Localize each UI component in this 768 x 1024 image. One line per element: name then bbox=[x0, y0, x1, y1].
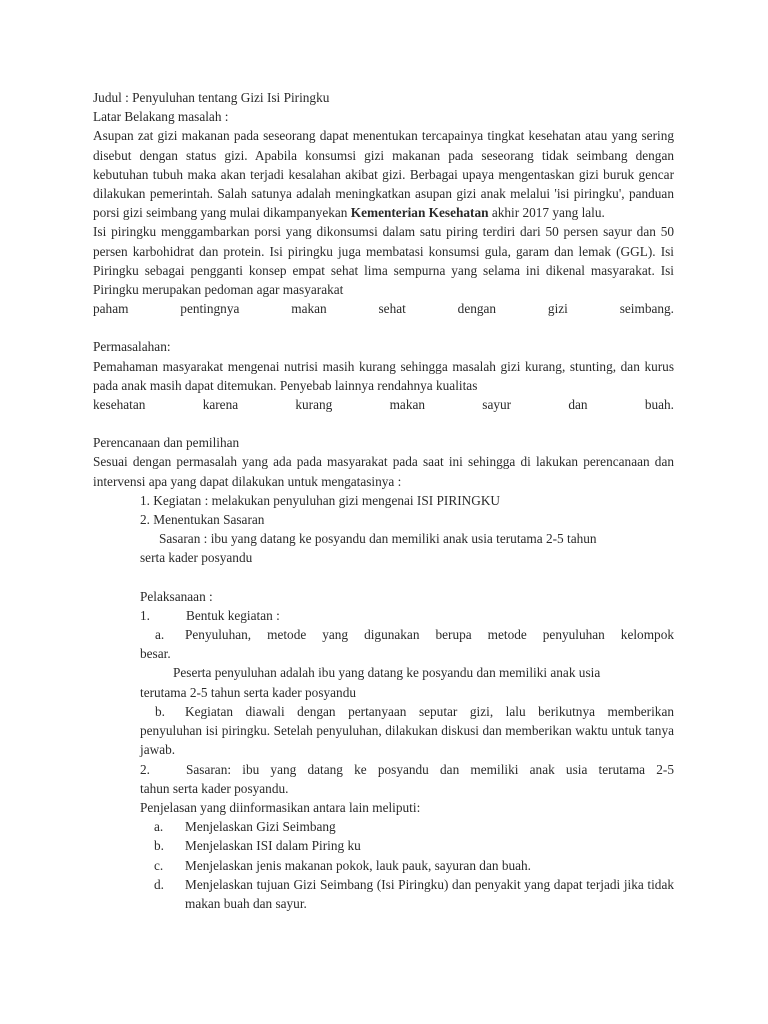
kemenkes-bold: Kementerian Kesehatan bbox=[350, 205, 489, 221]
document-body bbox=[93, 88, 674, 913]
list-text-a: Menjelaskan Gizi Seimbang bbox=[185, 819, 336, 835]
pelaksanaan-sub-b bbox=[93, 702, 674, 721]
sub-b-label: b. bbox=[155, 703, 165, 719]
sub-a-text: Penyuluhan, metode yang digunakan berupa metode penyuluhan kelompok bbox=[185, 627, 674, 643]
pelaksanaan-number-1: 1. bbox=[140, 607, 150, 623]
pelaksanaan-item-1-text: Bentuk kegiatan : bbox=[186, 607, 280, 623]
penjelasan-line: Penjelasan yang diinformasikan antara lain meliputi: bbox=[140, 799, 421, 815]
latar-p1-end: akhir 2017 yang lalu. bbox=[491, 205, 605, 221]
list-label-d: d. bbox=[154, 876, 164, 892]
permasalahan-body-last: kesehatan karena kurang makan sayur dan buah. bbox=[93, 397, 674, 413]
latar-heading: Latar Belakang masalah : bbox=[93, 109, 229, 125]
permasalahan-body: Pemahaman masyarakat mengenai nutrisi masih kurang sehingga masalah gizi kurang, stunting, dan kurus pada anak masih dapat ditemukan. Penyebab lainnya rendahnya kualitas bbox=[93, 358, 674, 393]
sub-b-text: Kegiatan diawali dengan pertanyaan seputar gizi, lalu berikutnya memberikan bbox=[185, 703, 674, 719]
latar-paragraph-2-last: paham pentingnya makan sehat dengan gizi seimbang. bbox=[93, 301, 674, 317]
penjelasan-list-item bbox=[93, 836, 674, 855]
list-label-a: a. bbox=[154, 819, 164, 835]
perencanaan-item-2: 2. Menentukan Sasaran bbox=[140, 512, 265, 528]
pelaksanaan-heading: Pelaksanaan : bbox=[140, 588, 213, 604]
sub-a-label: a. bbox=[155, 627, 165, 643]
list-text-c: Menjelaskan jenis makanan pokok, lauk pauk, sayuran dan buah. bbox=[185, 857, 531, 873]
pelaksanaan-sub-a bbox=[93, 625, 674, 644]
pelaksanaan-number-2: 2. bbox=[140, 761, 150, 777]
pelaksanaan-item-2 bbox=[93, 760, 674, 779]
peserta-line-1: Peserta penyuluhan adalah ibu yang datang ke posyandu dan memiliki anak usia bbox=[173, 665, 601, 681]
peserta-line-2: terutama 2-5 tahun serta kader posyandu bbox=[140, 684, 356, 700]
pelaksanaan-item-2-text: Sasaran: ibu yang datang ke posyandu dan memiliki anak usia terutama 2-5 bbox=[186, 761, 674, 777]
pelaksanaan-item-1 bbox=[93, 606, 674, 625]
perencanaan-item-1: 1. Kegiatan : melakukan penyuluhan gizi mengenai ISI PIRINGKU bbox=[140, 492, 501, 508]
list-text-d: Menjelaskan tujuan Gizi Seimbang (Isi Piringku) dan penyakit yang dapat terjadi jika tidak makan buah dan sayur. bbox=[185, 876, 674, 911]
perencanaan-heading: Perencanaan dan pemilihan bbox=[93, 435, 240, 451]
latar-paragraph-2: Isi piringku menggambarkan porsi yang dikonsumsi dalam satu piring terdiri dari 50 persen sayur dan 50 persen karbohidrat dan protein. Isi piringku juga membatasi konsumsi gula, garam dan lemak (GGL). Isi Piringku sebagai pengganti konsep empat sehat lima sempurna yang selama ini dikenal masyarakat. Isi Piringku merupakan pedoman agar masyarakat bbox=[93, 224, 674, 298]
pelaksanaan-item-2-continuation: tahun serta kader posyandu. bbox=[140, 780, 289, 796]
sasaran-line-2: serta kader posyandu bbox=[140, 550, 253, 566]
list-text-b: Menjelaskan ISI dalam Piring ku bbox=[185, 838, 361, 854]
penjelasan-list-item bbox=[93, 856, 674, 875]
perencanaan-body: Sesuai dengan permasalah yang ada pada masyarakat pada saat ini sehingga di lakukan perencanaan dan intervensi apa yang dapat dilakukan untuk mengatasinya : bbox=[93, 454, 674, 489]
latar-paragraph-1 bbox=[93, 126, 674, 222]
sub-b-continuation: penyuluhan isi piringku. Setelah penyuluhan, dilakukan diskusi dan memberikan waktu untuk tanya jawab. bbox=[140, 723, 674, 758]
latar-p1-text: Asupan zat gizi makanan pada seseorang dapat menentukan tercapainya tingkat kesehatan atau yang sering disebut dengan status gizi. Apabila konsumsi gizi makanan pada seseorang tidak seimbang dengan kebutuhan tubuh maka akan terjadi kesalahan akibat gizi. Berbagai upaya mengentaskan gizi buruk gencar dilakukan pemerintah. Salah satunya adalah meningkatkan asupan gizi anak melalui 'isi piringku', panduan porsi gizi seimbang yang mulai dikampanyekan bbox=[93, 128, 674, 221]
document-title: Judul : Penyuluhan tentang Gizi Isi Piringku bbox=[93, 90, 330, 105]
penjelasan-list-item bbox=[93, 817, 674, 836]
penjelasan-list-item bbox=[93, 875, 674, 913]
list-label-b: b. bbox=[154, 838, 164, 854]
sub-a-continuation: besar. bbox=[140, 646, 171, 662]
list-label-c: c. bbox=[154, 857, 164, 873]
permasalahan-heading: Permasalahan: bbox=[93, 339, 171, 355]
sasaran-line-1: Sasaran : ibu yang datang ke posyandu dan memiliki anak usia terutama 2-5 tahun bbox=[159, 531, 597, 547]
